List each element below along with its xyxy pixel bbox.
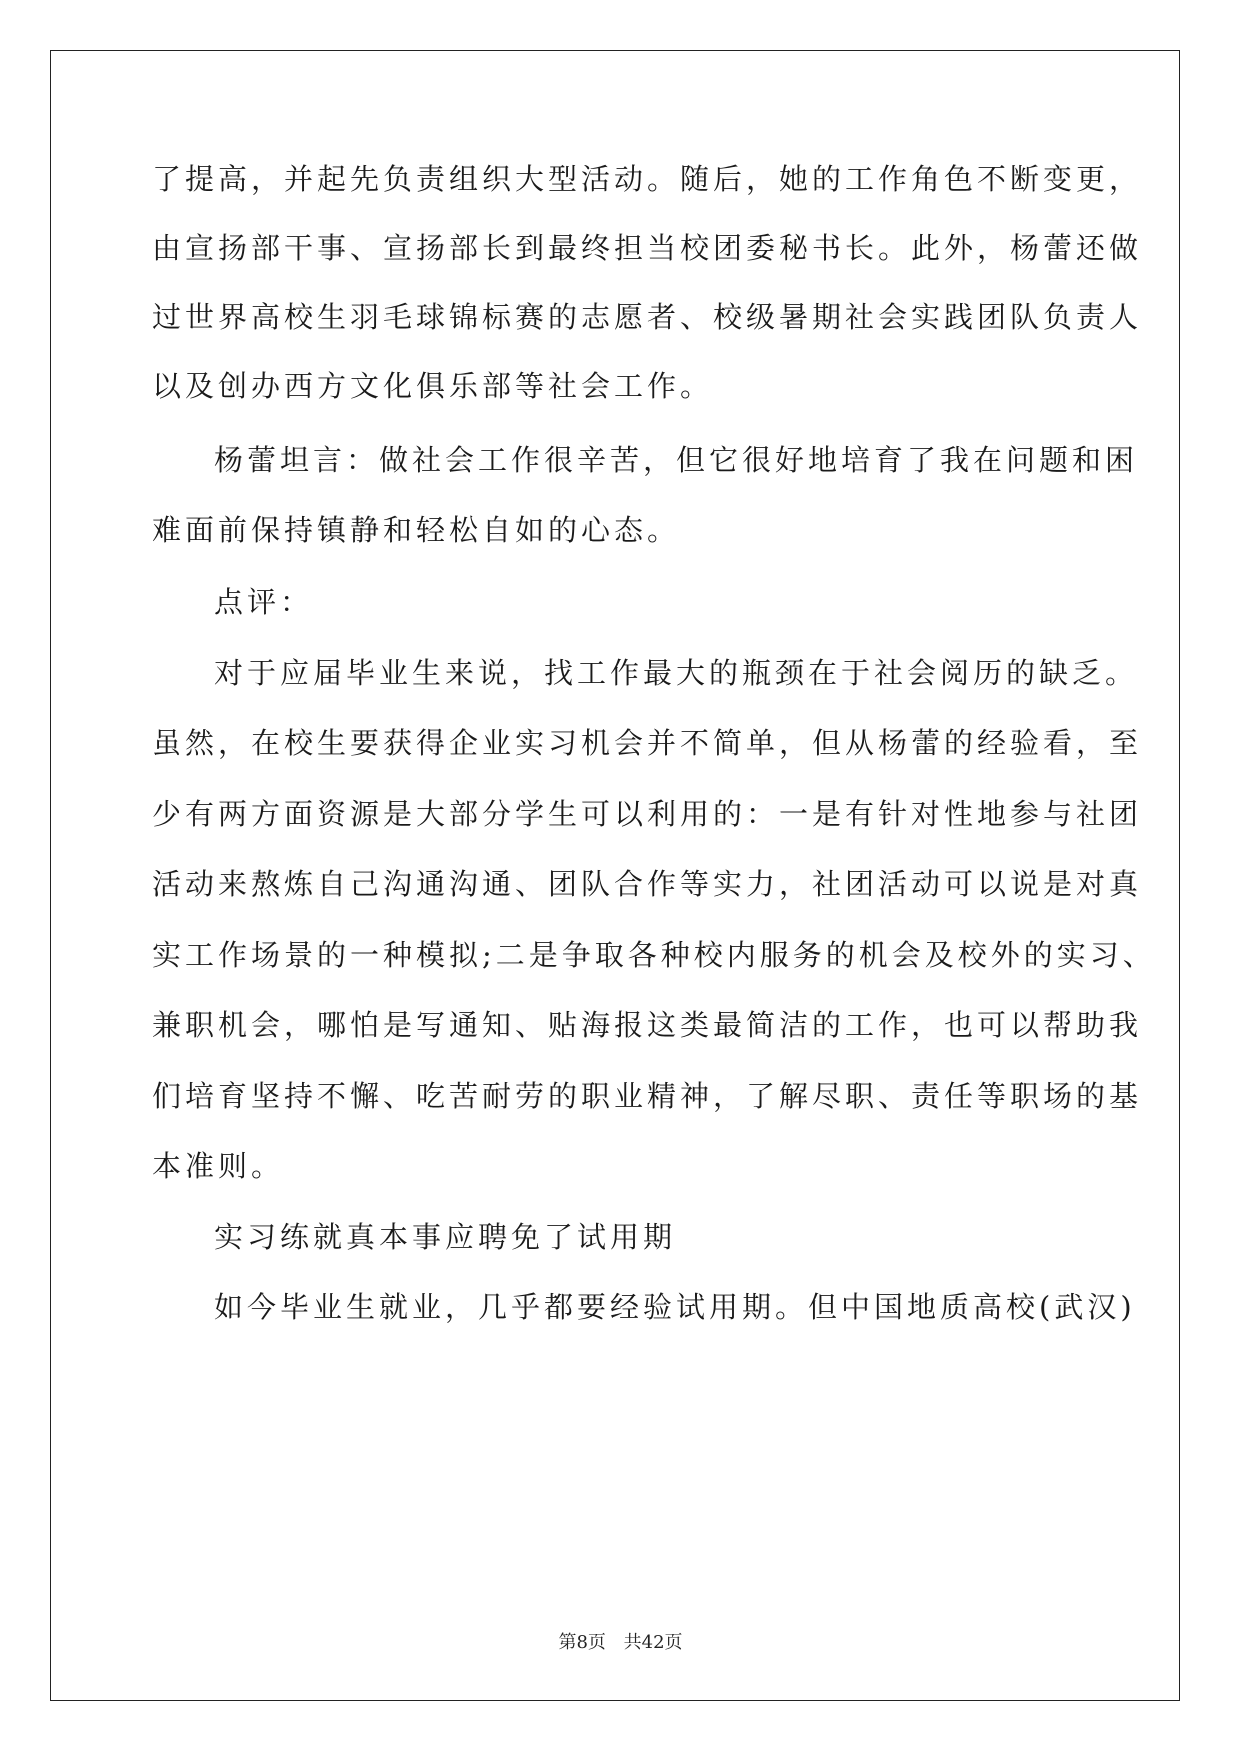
section-label: 点评： [214, 585, 314, 619]
body-line: 实工作场景的一种模拟;二是争取各种校内服务的机会及校外的实习、 [152, 938, 1156, 972]
body-line: 了提高，并起先负责组织大型活动。随后，她的工作角色不断变更， [152, 162, 1143, 196]
paragraph-start-line: 对于应届毕业生来说，找工作最大的瓶颈在于社会阅历的缺乏。 [214, 656, 1139, 690]
body-line: 活动来熬炼自己沟通沟通、团队合作等实力，社团活动可以说是对真 [152, 867, 1143, 901]
body-line: 由宣扬部干事、宣扬部长到最终担当校团委秘书长。此外，杨蕾还做 [152, 231, 1143, 265]
page-number: 第8页 [558, 1632, 606, 1653]
body-line: 过世界高校生羽毛球锦标赛的志愿者、校级暑期社会实践团队负责人 [152, 300, 1143, 334]
body-line: 们培育坚持不懈、吃苦耐劳的职业精神，了解尽职、责任等职场的基 [152, 1079, 1143, 1113]
body-line: 少有两方面资源是大部分学生可以利用的：一是有针对性地参与社团 [152, 797, 1143, 831]
paragraph-start-line: 杨蕾坦言：做社会工作很辛苦，但它很好地培育了我在问题和困 [214, 443, 1139, 477]
body-line: 兼职机会，哪怕是写通知、贴海报这类最简洁的工作，也可以帮助我 [152, 1008, 1143, 1042]
paragraph-start-line: 如今毕业生就业，几乎都要经验试用期。但中国地质高校(武汉) [214, 1290, 1136, 1324]
page-footer [0, 1628, 1241, 1654]
section-heading: 实习练就真本事应聘免了试用期 [214, 1220, 677, 1254]
body-line: 难面前保持镇静和轻松自如的心态。 [152, 513, 681, 547]
body-line: 以及创办西方文化俱乐部等社会工作。 [152, 369, 714, 403]
body-line: 本准则。 [152, 1149, 285, 1183]
page-total: 共42页 [623, 1632, 683, 1653]
body-line: 虽然，在校生要获得企业实习机会并不简单，但从杨蕾的经验看，至 [152, 726, 1143, 760]
